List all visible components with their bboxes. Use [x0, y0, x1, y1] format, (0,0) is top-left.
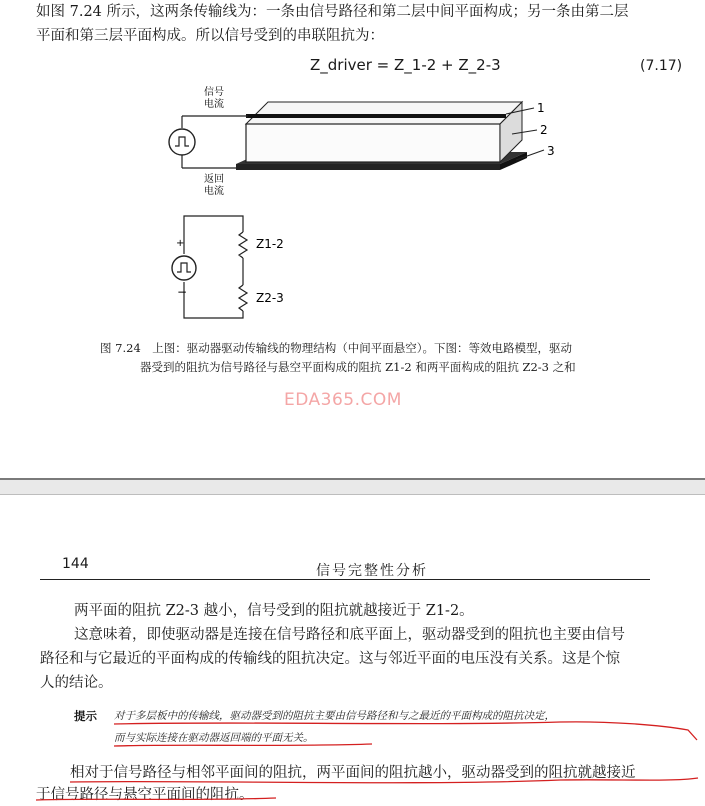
header-rule: [40, 579, 650, 580]
dielectric-front: [246, 124, 500, 162]
physical-structure: [169, 85, 555, 197]
return-current-label: 电流: [204, 186, 224, 197]
figure-caption: 图 7.24 上图：驱动器驱动传输线的物理结构（中间平面悬空）。下图：等效电路模型，驱动: [100, 341, 573, 355]
svg-text:−: −: [177, 285, 188, 299]
plane-3-edge: [236, 164, 500, 170]
watermark: EDA365.COM: [284, 390, 402, 410]
callout-2: 2: [540, 123, 548, 137]
source-icon: [172, 256, 196, 280]
equation-number: (7.17): [640, 58, 683, 74]
running-head: 信号完整性分析: [316, 563, 428, 579]
tip-text: 对于多层板中的传输线，驱动器受到的阻抗主要由信号路径和与之最近的平面构成的阻抗决定，: [114, 710, 555, 722]
figure-caption: 器受到的阻抗为信号路径与悬空平面构成的阻抗 Z1-2 和两平面构成的阻抗 Z2-3 之和: [140, 360, 576, 374]
equation-text: Z_driver = Z_1-2 + Z_2-3: [310, 56, 501, 74]
callout-1: 1: [537, 101, 545, 115]
equivalent-circuit: [172, 216, 284, 318]
tip-text: 而与实际连接在驱动器返回端的平面无关。: [114, 732, 314, 744]
paragraph-line: 如图 7.24 所示，这两条传输线为：一条由信号路径和第二层中间平面构成；另一条由第二层: [36, 4, 629, 20]
page-number: 144: [62, 556, 89, 572]
svg-text:+: +: [176, 238, 185, 249]
paragraph-line: 这意味着，即使驱动器是连接在信号路径和底平面上，驱动器受到的阻抗也主要由信号: [74, 627, 625, 643]
paragraph-line: 两平面的阻抗 Z2-3 越小，信号受到的阻抗就越接近于 Z1-2。: [74, 603, 474, 619]
paragraph-line: 路径和与它最近的平面构成的传输线的阻抗决定。这与邻近平面的电压没有关系。这是个惊: [40, 651, 620, 667]
tip-label: 提示: [74, 709, 97, 723]
paragraph-line: 平面和第三层平面构成。所以信号受到的串联阻抗为：: [36, 28, 384, 44]
z12-label: Z1-2: [256, 237, 284, 251]
resistor-z12: [239, 232, 247, 258]
paragraph-line: 于信号路径与悬空平面间的阻抗。: [36, 787, 254, 803]
return-current-label: 返回: [204, 174, 224, 185]
page-separator: [0, 478, 705, 495]
signal-current-label: 电流: [204, 99, 224, 110]
source-icon: [169, 129, 195, 155]
signal-current-label: 信号: [204, 87, 224, 98]
z23-label: Z2-3: [256, 291, 284, 305]
dielectric-top: [246, 102, 522, 124]
callout-3: 3: [547, 144, 555, 158]
paragraph-line: 人的结论。: [40, 675, 113, 691]
paragraph-line: 相对于信号路径与相邻平面间的阻抗，两平面间的阻抗越小，驱动器受到的阻抗就越接近: [70, 765, 636, 781]
signal-trace: [246, 114, 506, 118]
resistor-z23: [239, 285, 247, 311]
